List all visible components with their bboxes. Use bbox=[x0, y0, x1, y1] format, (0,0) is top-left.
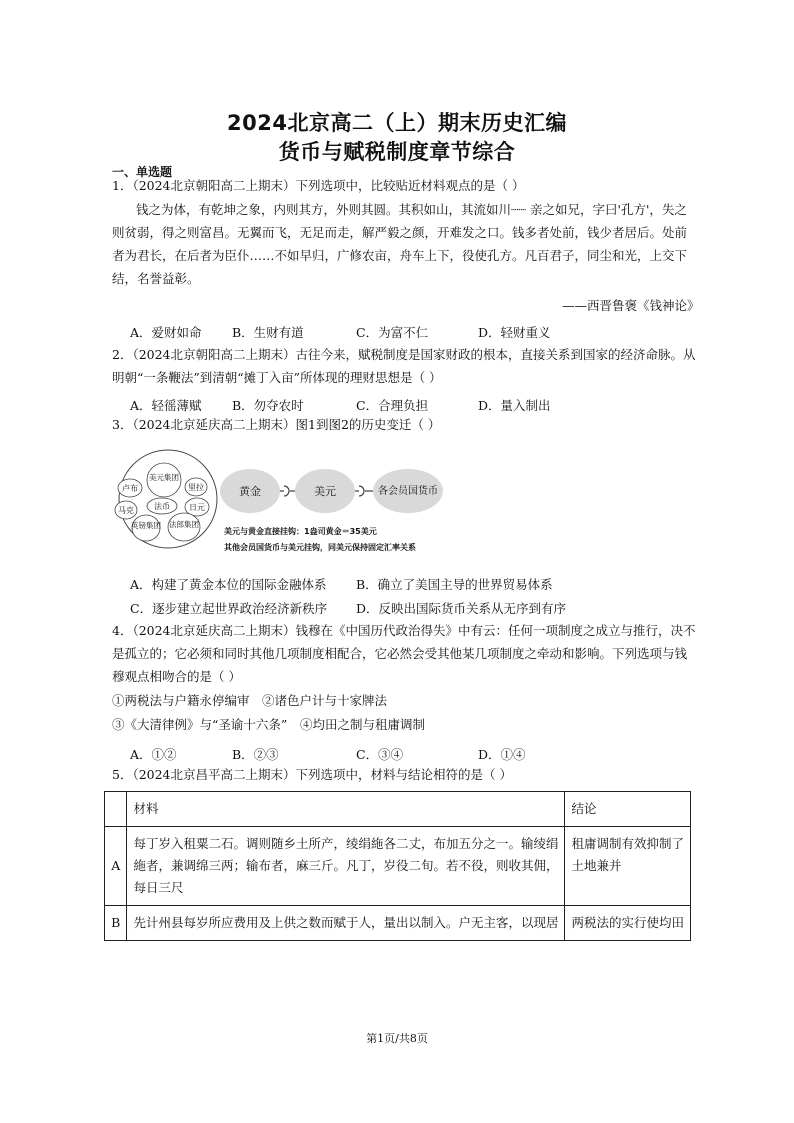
row-label: A bbox=[105, 827, 127, 906]
statement-2: ②诸色户计与十家牌法 bbox=[262, 693, 388, 708]
option-a[interactable]: A．构建了黄金本位的国际金融体系 bbox=[130, 577, 327, 592]
question-number: 2． bbox=[112, 347, 133, 362]
label-fabi: 法币 bbox=[154, 502, 170, 511]
row-label: B bbox=[105, 906, 127, 941]
question-5 bbox=[112, 764, 512, 786]
row-material: 每丁岁入租粟二石。调则随乡土所产，绫绢絁各二丈，布加五分之一。输绫绢絁者，兼调绵三两；输布者，麻三斤。凡丁，岁役二旬。若不役，则收其佣，每日三尺 bbox=[127, 827, 565, 906]
statement-1: ①两税法与户籍永停编审 bbox=[112, 693, 250, 708]
passage-line: 钱之为体，有乾坤之象，内则其方，外则其圆。其积如山，其流如川┈┈ 亲之如兄，字曰'孔方'，失之 bbox=[136, 202, 687, 217]
figure-caption-2: 其他会员国货币与美元挂钩，同美元保持固定汇率关系 bbox=[224, 543, 416, 552]
option-a[interactable]: A．轻徭薄赋 bbox=[130, 398, 202, 413]
question-number: 1． bbox=[112, 178, 133, 193]
question-stem: （2024北京延庆高二上期末）钱穆在《中国历代政治得失》中有云：任何一项制度之成立与推行，决不 bbox=[132, 623, 696, 638]
table-header-cell: 结论 bbox=[565, 792, 691, 827]
page-footer: 第1页/共8页 bbox=[366, 1032, 428, 1045]
question-number: 3． bbox=[112, 417, 133, 432]
option-b[interactable]: B．确立了美国主导的世界贸易体系 bbox=[356, 577, 553, 592]
question-stem-line: 明朝“一条鞭法”到清朝“摊丁入亩”所体现的理财思想是（ ） bbox=[112, 370, 442, 385]
passage-line: 则贫弱，得之则富昌。无翼而飞，无足而走，解严毅之颜，开难发之口。钱多者处前，钱少者居后。处前 bbox=[112, 225, 688, 240]
question-stem: （2024北京延庆高二上期末）图1到图2的历史变迁（ ） bbox=[132, 417, 441, 432]
question-1 bbox=[112, 175, 525, 197]
option-c[interactable]: C．逐步建立起世界政治经济新秩序 bbox=[130, 601, 328, 616]
statement-3: ③《大清律例》与“圣谕十六条” bbox=[112, 717, 288, 732]
question-3 bbox=[112, 414, 440, 436]
option-b[interactable]: B．勿夺农时 bbox=[232, 398, 304, 413]
row-conclusion: 租庸调制有效抑制了土地兼并 bbox=[565, 827, 691, 906]
pill-label-gold: 黄金 bbox=[239, 485, 261, 498]
section-heading: 一、单选题 bbox=[112, 165, 173, 179]
table-header-cell bbox=[105, 792, 127, 827]
question-2 bbox=[112, 344, 696, 366]
option-d[interactable]: D．反映出国际货币关系从无序到有序 bbox=[356, 601, 567, 616]
label-franc-bloc: 法郎集团 bbox=[169, 520, 199, 529]
table-header-row bbox=[105, 792, 691, 827]
currency-figure bbox=[112, 448, 462, 566]
passage-source: ——西晋鲁褒《钱神论》 bbox=[562, 298, 700, 313]
table-header-cell: 材料 bbox=[127, 792, 565, 827]
option-d[interactable]: D．轻财重义 bbox=[478, 325, 551, 340]
label-ruble: 卢布 bbox=[122, 484, 138, 493]
option-b[interactable]: B．生财有道 bbox=[232, 325, 304, 340]
page-subtitle: 货币与赋税制度章节综合 bbox=[278, 140, 516, 164]
option-d[interactable]: D．①④ bbox=[478, 747, 526, 762]
row-conclusion: 两税法的实行使均田 bbox=[565, 906, 691, 941]
label-yen: 日元 bbox=[189, 503, 205, 512]
figure-caption-1: 美元与黄金直接挂钩：1盎司黄金＝35美元 bbox=[224, 527, 377, 536]
row-material: 先计州县每岁所应费用及上供之数而赋于人，量出以制入。户无主客，以现居 bbox=[127, 906, 565, 941]
question-stem-line: 是孤立的；它必须和同时其他几项制度相配合，它必然会受其他某几项制度之牵动和影响。下列选项与钱 bbox=[112, 646, 688, 661]
passage-line: 结，名誉益彰。 bbox=[112, 271, 200, 286]
question-stem: （2024北京朝阳高二上期末）古往今来，赋税制度是国家财政的根本，直接关系到国家的经济命脉。从 bbox=[132, 347, 696, 362]
option-b[interactable]: B．②③ bbox=[232, 747, 279, 762]
option-c[interactable]: C．为富不仁 bbox=[356, 325, 429, 340]
question-number: 4． bbox=[112, 623, 133, 638]
passage-line: 者为君长，在后者为臣仆……不如早归，广修农亩，舟车上下，役使孔方。凡百君子，同尘和光，上交下 bbox=[112, 248, 688, 263]
option-c[interactable]: C．合理负担 bbox=[356, 398, 429, 413]
question-4 bbox=[112, 620, 696, 642]
option-a[interactable]: A．①② bbox=[130, 747, 177, 762]
question-stem-line: 穆观点相吻合的是（ ） bbox=[112, 669, 241, 684]
label-mark: 马克 bbox=[118, 506, 134, 515]
question-number: 5． bbox=[112, 767, 133, 782]
table-row[interactable] bbox=[105, 827, 691, 906]
label-lira: 里拉 bbox=[188, 483, 204, 492]
pill-label-dollar: 美元 bbox=[314, 485, 336, 498]
label-dollar-bloc: 美元集团 bbox=[149, 473, 179, 482]
statement-4: ④均田之制与租庸调制 bbox=[300, 717, 426, 732]
question-stem: （2024北京朝阳高二上期末）下列选项中，比较贴近材料观点的是（ ） bbox=[132, 178, 525, 193]
table-row[interactable] bbox=[105, 906, 691, 941]
question-stem: （2024北京昌平高二上期末）下列选项中，材料与结论相符的是（ ） bbox=[132, 767, 512, 782]
option-c[interactable]: C．③④ bbox=[356, 747, 404, 762]
page-title: 2024北京高二（上）期末历史汇编 bbox=[227, 111, 567, 135]
comparison-table bbox=[104, 791, 691, 941]
option-a[interactable]: A．爱财如命 bbox=[130, 325, 202, 340]
pill-label-members: 各会员国货币 bbox=[378, 486, 438, 497]
label-pound-bloc: 英镑集团 bbox=[131, 521, 161, 530]
option-d[interactable]: D．量入制出 bbox=[478, 398, 551, 413]
